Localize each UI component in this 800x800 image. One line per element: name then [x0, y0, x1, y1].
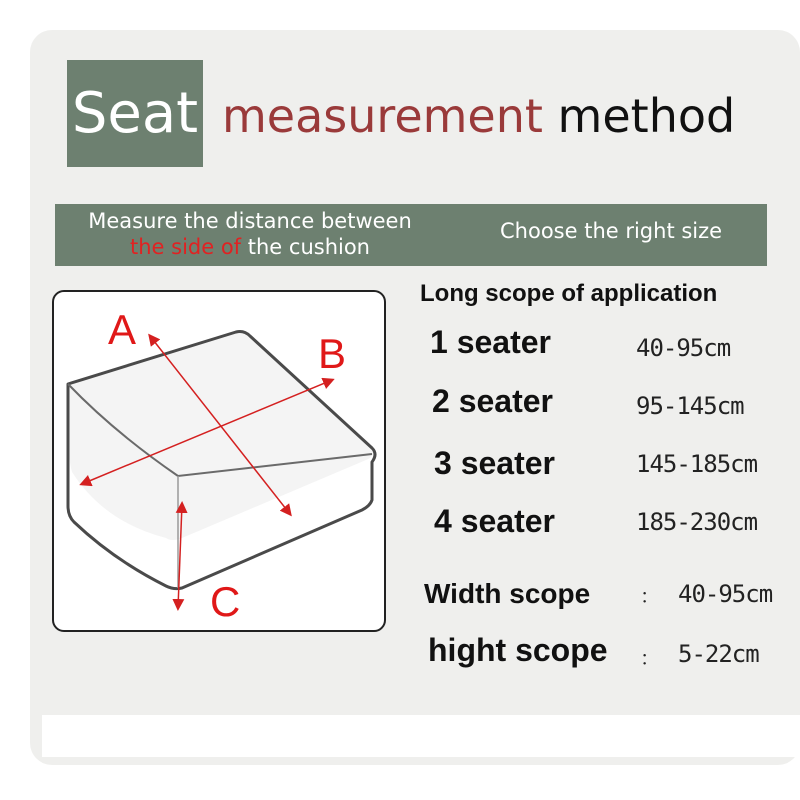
banner-left-text — [75, 208, 425, 260]
row-2-value: 95-145cm — [636, 392, 744, 420]
row-2-label: 2 seater — [432, 383, 553, 419]
width-value: 40-95cm — [678, 580, 773, 608]
row-3-label: 3 seater — [434, 445, 555, 481]
bottom-strip — [42, 715, 800, 757]
width-colon: ： — [640, 584, 659, 608]
banner-line1: Measure the distance between — [88, 209, 412, 233]
row-1-value: 40-95cm — [636, 334, 731, 362]
row-1-label: 1 seater — [430, 324, 551, 360]
banner-line2 — [75, 234, 425, 260]
banner-right-text: Choose the right size — [500, 219, 723, 243]
width-label: Width scope — [424, 578, 591, 609]
banner-red-text: the side of — [129, 235, 242, 259]
row-4-label: 4 seater — [434, 503, 555, 539]
specs-heading: Long scope of application — [420, 280, 718, 307]
height-colon: ： — [640, 646, 659, 670]
label-c: C — [210, 578, 241, 625]
banner-rest-text: the cushion — [241, 235, 370, 259]
label-b: B — [318, 330, 347, 377]
title-measurement: measurement — [222, 89, 543, 143]
cushion-illustration — [54, 292, 388, 634]
instruction-banner — [55, 204, 767, 266]
row-4-value: 185-230cm — [636, 508, 758, 536]
row-3-value: 145-185cm — [636, 450, 758, 478]
title-seat: Seat — [67, 60, 203, 167]
height-value: 5-22cm — [678, 640, 759, 668]
cushion-diagram — [52, 290, 386, 632]
height-label: hight scope — [428, 632, 608, 668]
title-method: method — [557, 89, 736, 143]
label-a: A — [108, 306, 137, 353]
page-title — [222, 86, 735, 146]
